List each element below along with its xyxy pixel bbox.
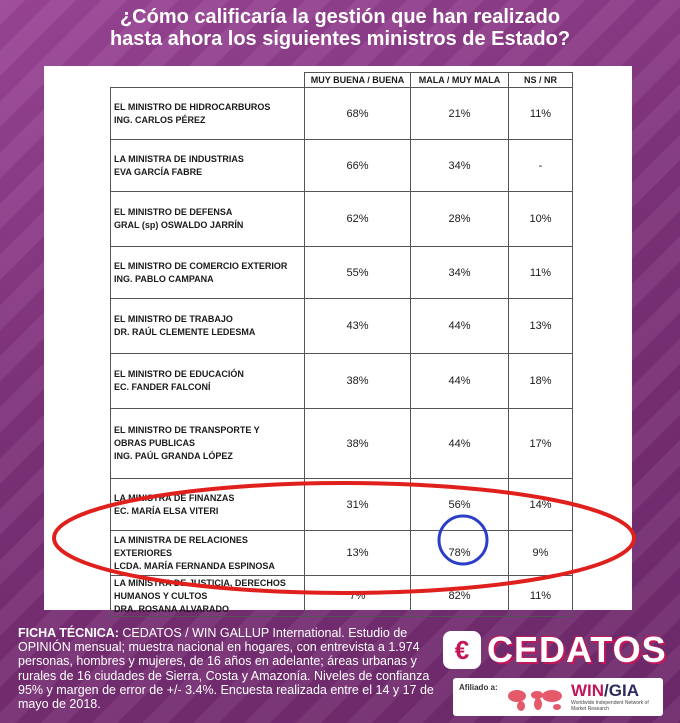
technical-note-source: CEDATOS / WIN GALLUP International. bbox=[118, 626, 345, 640]
table-row bbox=[111, 192, 573, 247]
nsnr-percent-cell: 11% bbox=[509, 247, 573, 299]
minister-name-line: EXTERIORES bbox=[114, 547, 173, 558]
minister-name-cell bbox=[111, 192, 305, 247]
minister-name-line: LA MINISTRA DE RELACIONES bbox=[114, 534, 248, 545]
table-row bbox=[111, 140, 573, 192]
good-percent-cell: 68% bbox=[305, 88, 411, 140]
minister-name-line: EVA GARCÍA FABRE bbox=[114, 166, 203, 177]
minister-name-cell bbox=[111, 299, 305, 354]
cedatos-mark-icon: € bbox=[443, 631, 481, 669]
minister-name-cell bbox=[111, 531, 305, 576]
minister-name-line: EL MINISTRO DE DEFENSA bbox=[114, 207, 233, 217]
cedatos-brand: CEDATOS bbox=[487, 629, 667, 670]
minister-name-line: LA MINISTRA DE FINANZAS bbox=[114, 492, 235, 503]
minister-name-line: EL MINISTRO DE TRABAJO bbox=[114, 314, 233, 324]
technical-note-body: Estudio de OPINIÓN mensual; muestra nacional en hogares, con entrevista a 1.974 personas, hombres y mujeres, de 16 años en adelante; áreas urbanas y rurales de 16 ciudades de Sierra, Costa y Amazonía. Niveles de confianza 95% y margen de error de +/- 3.4%. Encuesta realizada entre el 14 y 17 de mayo de 2018. bbox=[18, 626, 434, 712]
nsnr-percent-cell: - bbox=[509, 140, 573, 192]
nsnr-percent-cell: 9% bbox=[509, 531, 573, 576]
table-row bbox=[111, 531, 573, 576]
minister-name-cell bbox=[111, 409, 305, 479]
cedatos-logo bbox=[443, 628, 669, 720]
minister-name-cell bbox=[111, 576, 305, 617]
bad-percent-cell: 78% bbox=[411, 531, 509, 576]
minister-name-line: LCDA. MARÍA FERNANDA ESPINOSA bbox=[114, 560, 275, 571]
good-percent-cell: 13% bbox=[305, 531, 411, 576]
table-row bbox=[111, 247, 573, 299]
good-percent-cell: 38% bbox=[305, 409, 411, 479]
bad-percent-cell: 44% bbox=[411, 299, 509, 354]
win-gia-tagline: Worldwide Independent Network of Market Research bbox=[571, 700, 649, 712]
nsnr-percent-cell: 10% bbox=[509, 192, 573, 247]
bad-percent-cell: 56% bbox=[411, 479, 509, 531]
minister-name-line: DR. RAÚL CLEMENTE LEDESMA bbox=[114, 327, 256, 337]
win-gia-badge bbox=[453, 678, 663, 716]
nsnr-percent-cell: 17% bbox=[509, 409, 573, 479]
cedatos-wordmark bbox=[443, 628, 667, 672]
good-percent-cell: 62% bbox=[305, 192, 411, 247]
minister-name-line: EC. MARÍA ELSA VITERI bbox=[114, 505, 219, 516]
affiliated-label: Afiliado a: bbox=[459, 683, 498, 692]
world-map-icon bbox=[505, 686, 565, 712]
table-row bbox=[111, 88, 573, 140]
nsnr-percent-cell: 13% bbox=[509, 299, 573, 354]
bad-percent-cell: 34% bbox=[411, 247, 509, 299]
header-good: MUY BUENA / BUENA bbox=[305, 73, 411, 88]
good-percent-cell: 55% bbox=[305, 247, 411, 299]
minister-name-line: ING. PABLO CAMPANA bbox=[114, 273, 214, 284]
minister-name-line: EL MINISTRO DE HIDROCARBUROS bbox=[114, 101, 271, 112]
table-row bbox=[111, 409, 573, 479]
minister-name-cell bbox=[111, 479, 305, 531]
good-percent-cell: 31% bbox=[305, 479, 411, 531]
minister-name-line: OBRAS PUBLICAS bbox=[114, 438, 196, 448]
nsnr-percent-cell: 18% bbox=[509, 354, 573, 409]
title-line-1: ¿Cómo calificaría la gestión que han realizado bbox=[119, 6, 561, 28]
good-percent-cell: 66% bbox=[305, 140, 411, 192]
bad-percent-cell: 34% bbox=[411, 140, 509, 192]
bad-percent-cell: 82% bbox=[411, 576, 509, 617]
minister-name-cell bbox=[111, 354, 305, 409]
table-row bbox=[111, 479, 573, 531]
survey-table bbox=[110, 72, 573, 617]
table-row bbox=[111, 354, 573, 409]
good-percent-cell: 7% bbox=[305, 576, 411, 617]
minister-name-line: HUMANOS Y CULTOS bbox=[114, 590, 208, 601]
win-text: WIN bbox=[571, 681, 605, 700]
minister-name-line: GRAL (sp) OSWALDO JARRÍN bbox=[114, 220, 244, 230]
table-row bbox=[111, 576, 573, 617]
table-header-row bbox=[111, 73, 573, 88]
minister-name-cell bbox=[111, 88, 305, 140]
bad-percent-cell: 44% bbox=[411, 354, 509, 409]
minister-name-line: LA MINISTRA DE JUSTICIA, DERECHOS bbox=[114, 577, 286, 588]
title-line-2: hasta ahora los siguientes ministros de Estado? bbox=[109, 28, 571, 50]
win-gia-wordmark bbox=[571, 681, 639, 701]
good-percent-cell: 43% bbox=[305, 299, 411, 354]
minister-name-line: ING. PAÚL GRANDA LÓPEZ bbox=[114, 451, 233, 461]
good-percent-cell: 38% bbox=[305, 354, 411, 409]
survey-table-panel bbox=[44, 66, 632, 614]
minister-name-cell bbox=[111, 247, 305, 299]
nsnr-percent-cell: 14% bbox=[509, 479, 573, 531]
minister-name-line: LA MINISTRA DE INDUSTRIAS bbox=[114, 153, 244, 164]
header-blank bbox=[111, 73, 305, 88]
minister-name-line: EL MINISTRO DE TRANSPORTE Y bbox=[114, 425, 260, 435]
bad-percent-cell: 28% bbox=[411, 192, 509, 247]
minister-name-cell bbox=[111, 140, 305, 192]
technical-note bbox=[18, 626, 438, 711]
header-nsnr: NS / NR bbox=[509, 73, 573, 88]
minister-name-line: ING. CARLOS PÉREZ bbox=[114, 114, 206, 125]
bad-percent-cell: 21% bbox=[411, 88, 509, 140]
minister-name-line: EL MINISTRO DE COMERCIO EXTERIOR bbox=[114, 260, 288, 271]
page-title bbox=[0, 6, 680, 50]
minister-name-line: DRA. ROSANA ALVARADO bbox=[114, 603, 229, 614]
nsnr-percent-cell: 11% bbox=[509, 576, 573, 617]
minister-name-line: EL MINISTRO DE EDUCACIÓN bbox=[114, 369, 244, 379]
minister-name-line: EC. FANDER FALCONÍ bbox=[114, 382, 211, 392]
bad-percent-cell: 44% bbox=[411, 409, 509, 479]
technical-note-label: FICHA TÉCNICA: bbox=[18, 626, 119, 640]
nsnr-percent-cell: 11% bbox=[509, 88, 573, 140]
table-row bbox=[111, 299, 573, 354]
header-bad: MALA / MUY MALA bbox=[411, 73, 509, 88]
gia-text: /GIA bbox=[604, 681, 639, 700]
